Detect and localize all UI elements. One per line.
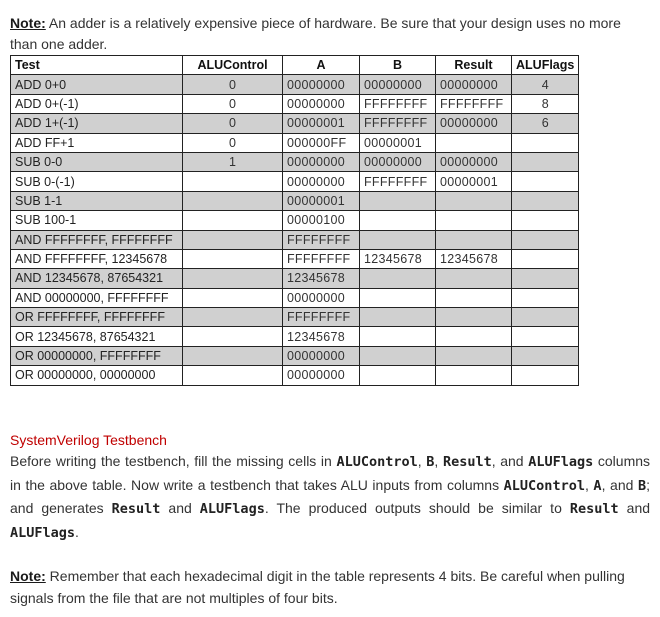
b-cell xyxy=(360,211,436,230)
a-cell: 00000000 xyxy=(283,94,360,113)
code: ALUFlags xyxy=(199,501,265,517)
a-cell: 00000001 xyxy=(283,191,360,210)
result-cell: FFFFFFFF xyxy=(436,94,512,113)
table-row xyxy=(11,269,579,288)
code: B xyxy=(426,454,435,470)
b-cell: FFFFFFFF xyxy=(360,94,436,113)
b-cell xyxy=(360,308,436,327)
b-cell xyxy=(360,269,436,288)
test-cell: SUB 100-1 xyxy=(11,211,183,230)
aluflags-cell xyxy=(512,172,579,191)
a-cell: 000000FF xyxy=(283,133,360,152)
table-row xyxy=(11,249,579,268)
result-cell xyxy=(436,211,512,230)
aluflags-cell xyxy=(512,288,579,307)
header-alucontrol: ALUControl xyxy=(183,56,283,75)
code: Result xyxy=(111,501,161,517)
result-cell xyxy=(436,346,512,365)
test-cell: ADD FF+1 xyxy=(11,133,183,152)
a-cell: FFFFFFFF xyxy=(283,230,360,249)
alucontrol-cell xyxy=(183,211,283,230)
aluflags-cell xyxy=(512,269,579,288)
a-cell: FFFFFFFF xyxy=(283,308,360,327)
table-row xyxy=(11,114,579,133)
aluflags-cell xyxy=(512,249,579,268)
text: and xyxy=(618,500,651,516)
a-cell: 12345678 xyxy=(283,269,360,288)
result-cell xyxy=(436,230,512,249)
code: ALUControl xyxy=(336,454,418,470)
code: B xyxy=(637,477,647,494)
a-cell: 00000100 xyxy=(283,211,360,230)
b-cell: 00000001 xyxy=(360,133,436,152)
b-cell xyxy=(360,230,436,249)
text: and xyxy=(160,500,200,516)
a-cell: FFFFFFFF xyxy=(283,249,360,268)
alucontrol-cell xyxy=(183,191,283,210)
text: , and xyxy=(491,453,529,469)
header-test: Test xyxy=(11,56,183,75)
text: Before writing the testbench, fill the missing cells in xyxy=(10,453,337,469)
code: ALUFlags xyxy=(528,454,594,470)
note-text: Remember that each hexadecimal digit in the table represents 4 bits. Be careful when pulling signals from the file that are not multiples of four bits. xyxy=(10,568,625,606)
test-cell: AND 12345678, 87654321 xyxy=(11,269,183,288)
aluflags-cell xyxy=(512,211,579,230)
test-cell: OR 00000000, FFFFFFFF xyxy=(11,346,183,365)
b-cell xyxy=(360,327,436,346)
a-cell: 00000000 xyxy=(283,346,360,365)
table-row xyxy=(11,346,579,365)
a-cell: 00000000 xyxy=(283,288,360,307)
test-cell: OR FFFFFFFF, FFFFFFFF xyxy=(11,308,183,327)
section-title: SystemVerilog Testbench xyxy=(10,432,167,448)
aluflags-cell: 6 xyxy=(512,114,579,133)
table-row xyxy=(11,94,579,113)
aluflags-cell xyxy=(512,230,579,249)
table-row xyxy=(11,288,579,307)
aluflags-cell: 4 xyxy=(512,75,579,94)
text: , xyxy=(434,453,443,469)
result-cell: 00000000 xyxy=(436,152,512,171)
table-row xyxy=(11,327,579,346)
a-cell: 00000000 xyxy=(283,172,360,191)
test-cell: SUB 0-0 xyxy=(11,152,183,171)
alucontrol-cell xyxy=(183,249,283,268)
testbench-paragraph xyxy=(10,450,650,544)
b-cell: FFFFFFFF xyxy=(360,172,436,191)
result-cell xyxy=(436,308,512,327)
top-note xyxy=(10,13,650,55)
result-cell: 00000000 xyxy=(436,114,512,133)
alu-test-table xyxy=(10,55,579,386)
alucontrol-cell xyxy=(183,346,283,365)
text: . The produced outputs should be similar to xyxy=(264,500,570,516)
a-cell: 00000000 xyxy=(283,152,360,171)
table-row xyxy=(11,152,579,171)
test-cell: AND FFFFFFFF, 12345678 xyxy=(11,249,183,268)
result-cell xyxy=(436,133,512,152)
b-cell: 00000000 xyxy=(360,75,436,94)
b-cell: 12345678 xyxy=(360,249,436,268)
text: columns in the above table. Now write a testbench that takes ALU inputs from columns xyxy=(10,453,651,493)
a-cell: 00000000 xyxy=(283,366,360,385)
table-row xyxy=(11,75,579,94)
test-cell: SUB 0-(-1) xyxy=(11,172,183,191)
alucontrol-cell xyxy=(183,327,283,346)
header-result: Result xyxy=(436,56,512,75)
b-cell: 00000000 xyxy=(360,152,436,171)
table-row xyxy=(11,172,579,191)
aluflags-cell xyxy=(512,133,579,152)
result-cell: 00000000 xyxy=(436,75,512,94)
aluflags-cell xyxy=(512,346,579,365)
test-cell: AND FFFFFFFF, FFFFFFFF xyxy=(11,230,183,249)
aluflags-cell xyxy=(512,327,579,346)
test-cell: ADD 0+(-1) xyxy=(11,94,183,113)
test-cell: ADD 0+0 xyxy=(11,75,183,94)
aluflags-cell xyxy=(512,366,579,385)
aluflags-cell: 8 xyxy=(512,94,579,113)
text: , and xyxy=(601,476,638,493)
table-header-row xyxy=(11,56,579,75)
aluflags-cell xyxy=(512,308,579,327)
code: Result xyxy=(442,454,492,470)
alucontrol-cell: 0 xyxy=(183,114,283,133)
a-cell: 00000001 xyxy=(283,114,360,133)
code: A xyxy=(593,477,602,494)
b-cell xyxy=(360,288,436,307)
note-label: Note: xyxy=(10,568,46,584)
alucontrol-cell: 0 xyxy=(183,133,283,152)
test-cell: ADD 1+(-1) xyxy=(11,114,183,133)
a-cell: 12345678 xyxy=(283,327,360,346)
aluflags-cell xyxy=(512,191,579,210)
result-cell xyxy=(436,269,512,288)
note-label: Note: xyxy=(10,15,46,31)
table-row xyxy=(11,230,579,249)
table-row xyxy=(11,191,579,210)
b-cell xyxy=(360,191,436,210)
table-row xyxy=(11,308,579,327)
testbench-section xyxy=(10,430,650,544)
table-row xyxy=(11,211,579,230)
text: , xyxy=(417,453,427,469)
alucontrol-cell xyxy=(183,172,283,191)
test-cell: AND 00000000, FFFFFFFF xyxy=(11,288,183,307)
note-text: An adder is a relatively expensive piece of hardware. Be sure that your design uses no more than one adder. xyxy=(10,15,621,52)
alucontrol-cell: 1 xyxy=(183,152,283,171)
text: , xyxy=(584,476,594,493)
b-cell xyxy=(360,366,436,385)
alucontrol-cell: 0 xyxy=(183,94,283,113)
b-cell: FFFFFFFF xyxy=(360,114,436,133)
bottom-note xyxy=(10,565,650,609)
a-cell: 00000000 xyxy=(283,75,360,94)
code: ALUControl xyxy=(503,477,585,494)
result-cell: 00000001 xyxy=(436,172,512,191)
text: . xyxy=(75,523,79,540)
code: Result xyxy=(569,501,619,517)
test-cell: OR 00000000, 00000000 xyxy=(11,366,183,385)
alucontrol-cell: 0 xyxy=(183,75,283,94)
header-b: B xyxy=(360,56,436,75)
alucontrol-cell xyxy=(183,308,283,327)
table-row xyxy=(11,133,579,152)
aluflags-cell xyxy=(512,152,579,171)
text: ; and generates xyxy=(10,476,650,516)
alucontrol-cell xyxy=(183,288,283,307)
result-cell: 12345678 xyxy=(436,249,512,268)
alucontrol-cell xyxy=(183,230,283,249)
alucontrol-cell xyxy=(183,269,283,288)
alucontrol-cell xyxy=(183,366,283,385)
result-cell xyxy=(436,191,512,210)
result-cell xyxy=(436,327,512,346)
result-cell xyxy=(436,366,512,385)
table-row xyxy=(11,366,579,385)
header-aluflags: ALUFlags xyxy=(512,56,579,75)
header-a: A xyxy=(283,56,360,75)
b-cell xyxy=(360,346,436,365)
result-cell xyxy=(436,288,512,307)
test-cell: OR 12345678, 87654321 xyxy=(11,327,183,346)
code: ALUFlags xyxy=(10,524,76,541)
test-cell: SUB 1-1 xyxy=(11,191,183,210)
